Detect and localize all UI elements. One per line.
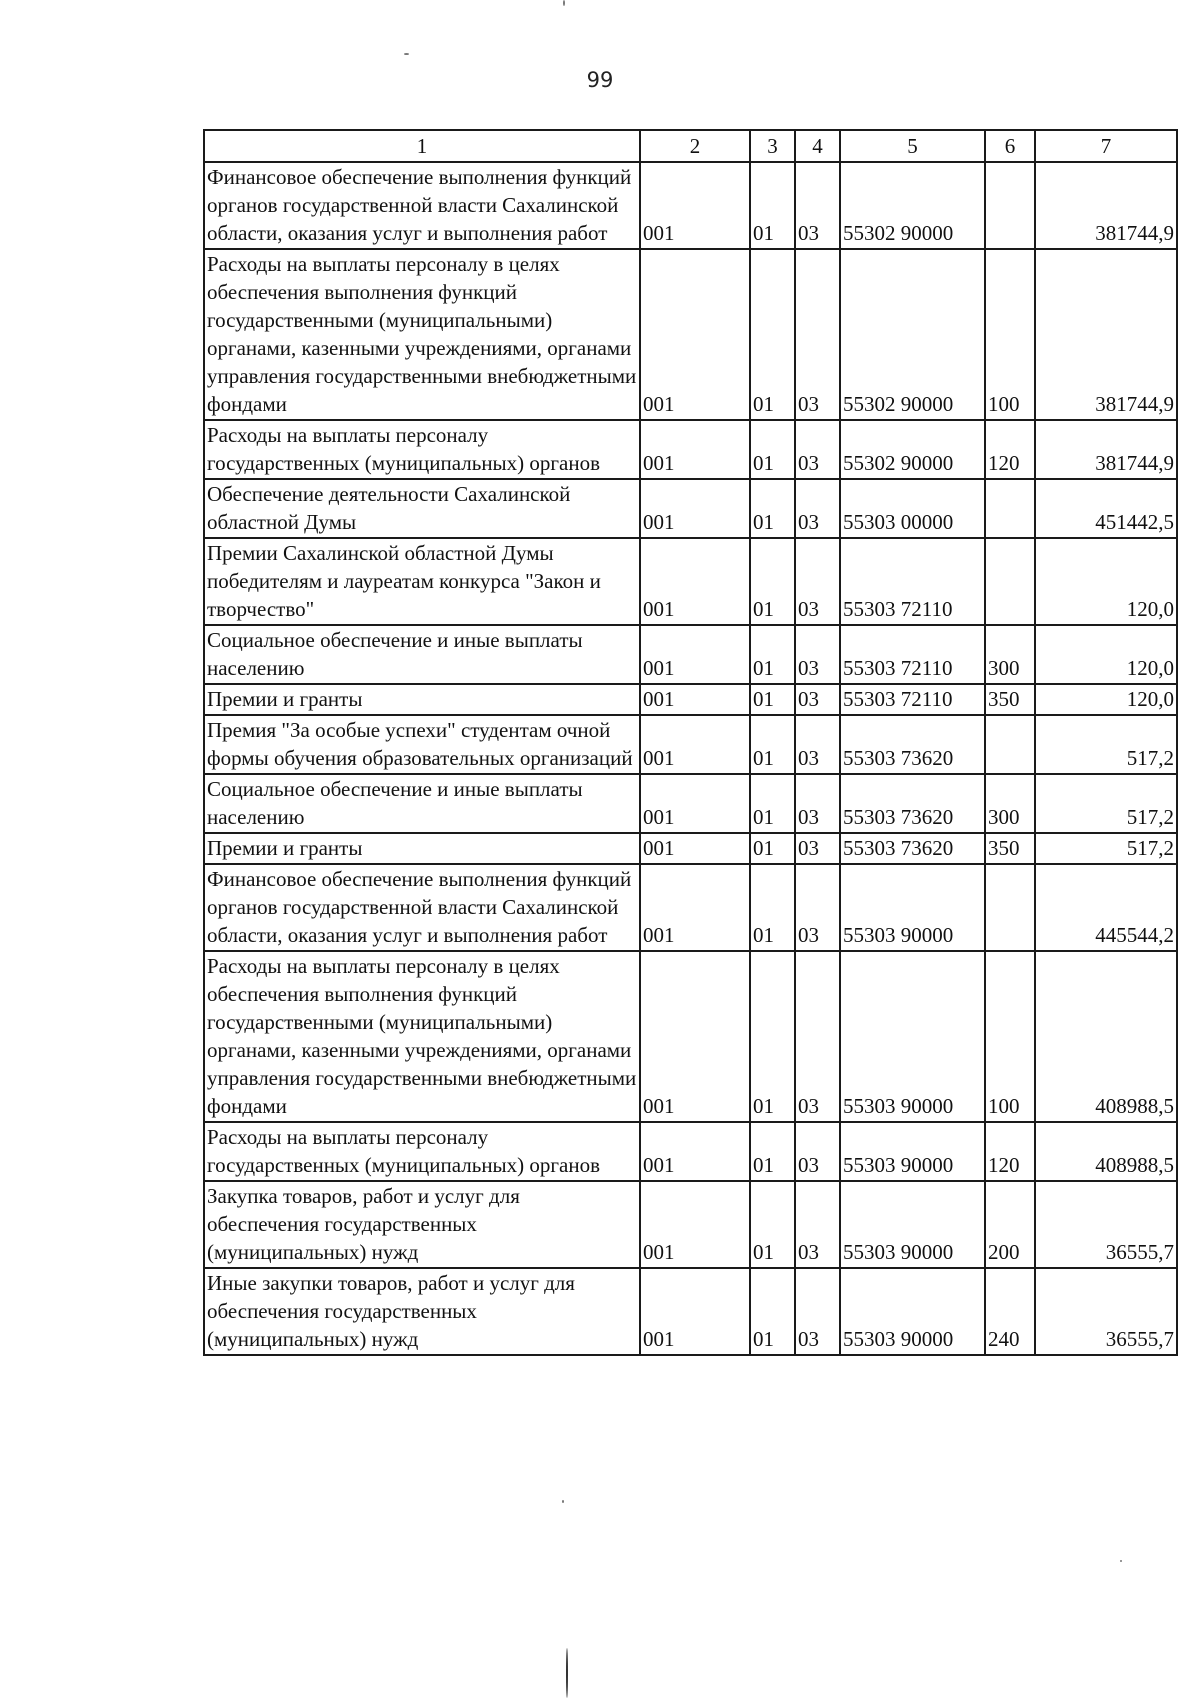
section-code: 01	[750, 1268, 795, 1355]
table-row	[204, 625, 1177, 684]
subsection-code: 03	[795, 1268, 840, 1355]
section-code: 01	[750, 774, 795, 833]
header-cell-4: 4	[795, 130, 840, 162]
ministry-code: 001	[640, 162, 750, 249]
expense-type-code	[985, 864, 1035, 951]
table-row	[204, 1181, 1177, 1268]
section-code: 01	[750, 684, 795, 715]
target-article-code: 55303 73620	[840, 774, 985, 833]
subsection-code: 03	[795, 684, 840, 715]
amount: 381744,9	[1035, 162, 1177, 249]
amount: 517,2	[1035, 715, 1177, 774]
ministry-code: 001	[640, 715, 750, 774]
target-article-code: 55302 90000	[840, 162, 985, 249]
page-number: 99	[586, 68, 614, 92]
expense-type-code: 350	[985, 684, 1035, 715]
ministry-code: 001	[640, 951, 750, 1122]
expense-name: Финансовое обеспечение выполнения функций органов государственной власти Сахалинской области, оказания услуг и выполнения работ	[204, 162, 640, 249]
section-code: 01	[750, 249, 795, 420]
table-row	[204, 951, 1177, 1122]
target-article-code: 55302 90000	[840, 249, 985, 420]
header-cell-2: 2	[640, 130, 750, 162]
expense-type-code	[985, 538, 1035, 625]
amount: 381744,9	[1035, 420, 1177, 479]
target-article-code: 55303 73620	[840, 715, 985, 774]
target-article-code: 55303 72110	[840, 538, 985, 625]
target-article-code: 55303 90000	[840, 1268, 985, 1355]
amount: 120,0	[1035, 684, 1177, 715]
expense-name: Финансовое обеспечение выполнения функций органов государственной власти Сахалинской области, оказания услуг и выполнения работ	[204, 864, 640, 951]
expense-type-code: 120	[985, 1122, 1035, 1181]
section-code: 01	[750, 420, 795, 479]
expense-name: Премии и гранты	[204, 833, 640, 864]
expense-name: Расходы на выплаты персоналу государственных (муниципальных) органов	[204, 1122, 640, 1181]
subsection-code: 03	[795, 162, 840, 249]
expense-type-code	[985, 715, 1035, 774]
section-code: 01	[750, 951, 795, 1122]
subsection-code: 03	[795, 864, 840, 951]
expense-name: Расходы на выплаты персоналу государственных (муниципальных) органов	[204, 420, 640, 479]
section-code: 01	[750, 1122, 795, 1181]
target-article-code: 55302 90000	[840, 420, 985, 479]
subsection-code: 03	[795, 538, 840, 625]
amount: 120,0	[1035, 538, 1177, 625]
header-cell-3: 3	[750, 130, 795, 162]
expense-name: Социальное обеспечение и иные выплаты населению	[204, 774, 640, 833]
subsection-code: 03	[795, 625, 840, 684]
table-row	[204, 249, 1177, 420]
target-article-code: 55303 72110	[840, 684, 985, 715]
amount: 408988,5	[1035, 1122, 1177, 1181]
ministry-code: 001	[640, 833, 750, 864]
section-code: 01	[750, 625, 795, 684]
section-code: 01	[750, 715, 795, 774]
table-row	[204, 420, 1177, 479]
section-code: 01	[750, 864, 795, 951]
expense-type-code	[985, 162, 1035, 249]
amount: 36555,7	[1035, 1181, 1177, 1268]
section-code: 01	[750, 538, 795, 625]
expense-name: Премия "За особые успехи" студентам очной формы обучения образовательных организаций	[204, 715, 640, 774]
target-article-code: 55303 90000	[840, 1122, 985, 1181]
target-article-code: 55303 90000	[840, 951, 985, 1122]
subsection-code: 03	[795, 479, 840, 538]
ministry-code: 001	[640, 420, 750, 479]
expense-name: Иные закупки товаров, работ и услуг для обеспечения государственных (муниципальных) нужд	[204, 1268, 640, 1355]
header-cell-5: 5	[840, 130, 985, 162]
target-article-code: 55303 90000	[840, 1181, 985, 1268]
table-row	[204, 162, 1177, 249]
expense-type-code: 300	[985, 774, 1035, 833]
table-row	[204, 833, 1177, 864]
table-row	[204, 715, 1177, 774]
scan-speck	[566, 1648, 568, 1698]
expense-type-code: 100	[985, 249, 1035, 420]
amount: 517,2	[1035, 833, 1177, 864]
expense-name: Расходы на выплаты персоналу в целях обеспечения выполнения функций государственными (муниципальными) органами, казенными учреждениями, органами управления государственными внебюджетными фондами	[204, 951, 640, 1122]
subsection-code: 03	[795, 715, 840, 774]
expense-name: Закупка товаров, работ и услуг для обеспечения государственных (муниципальных) нужд	[204, 1181, 640, 1268]
scan-speck	[563, 0, 565, 6]
header-cell-7: 7	[1035, 130, 1177, 162]
section-code: 01	[750, 1181, 795, 1268]
header-cell-6: 6	[985, 130, 1035, 162]
ministry-code: 001	[640, 774, 750, 833]
subsection-code: 03	[795, 1122, 840, 1181]
expense-name: Расходы на выплаты персоналу в целях обеспечения выполнения функций государственными (муниципальными) органами, казенными учреждениями, органами управления государственными внебюджетными фондами	[204, 249, 640, 420]
table-row	[204, 774, 1177, 833]
subsection-code: 03	[795, 1181, 840, 1268]
budget-table	[203, 129, 1178, 1356]
expense-name: Обеспечение деятельности Сахалинской областной Думы	[204, 479, 640, 538]
ministry-code: 001	[640, 538, 750, 625]
section-code: 01	[750, 833, 795, 864]
table-row	[204, 684, 1177, 715]
expense-type-code: 240	[985, 1268, 1035, 1355]
scan-speck	[562, 1500, 564, 1503]
ministry-code: 001	[640, 249, 750, 420]
amount: 381744,9	[1035, 249, 1177, 420]
expense-type-code: 200	[985, 1181, 1035, 1268]
header-cell-1: 1	[204, 130, 640, 162]
scan-speck	[404, 53, 409, 55]
expense-type-code: 120	[985, 420, 1035, 479]
target-article-code: 55303 73620	[840, 833, 985, 864]
ministry-code: 001	[640, 1268, 750, 1355]
table-row	[204, 1268, 1177, 1355]
target-article-code: 55303 90000	[840, 864, 985, 951]
table-row	[204, 1122, 1177, 1181]
subsection-code: 03	[795, 774, 840, 833]
ministry-code: 001	[640, 1122, 750, 1181]
header-row	[204, 130, 1177, 162]
subsection-code: 03	[795, 249, 840, 420]
expense-name: Социальное обеспечение и иные выплаты населению	[204, 625, 640, 684]
amount: 408988,5	[1035, 951, 1177, 1122]
table-row	[204, 538, 1177, 625]
table-row	[204, 479, 1177, 538]
amount: 36555,7	[1035, 1268, 1177, 1355]
expense-type-code	[985, 479, 1035, 538]
expense-type-code: 100	[985, 951, 1035, 1122]
subsection-code: 03	[795, 951, 840, 1122]
ministry-code: 001	[640, 864, 750, 951]
subsection-code: 03	[795, 833, 840, 864]
target-article-code: 55303 72110	[840, 625, 985, 684]
expense-name: Премии и гранты	[204, 684, 640, 715]
section-code: 01	[750, 162, 795, 249]
scan-speck	[1120, 1560, 1122, 1562]
ministry-code: 001	[640, 684, 750, 715]
ministry-code: 001	[640, 1181, 750, 1268]
expense-type-code: 300	[985, 625, 1035, 684]
target-article-code: 55303 00000	[840, 479, 985, 538]
expense-name: Премии Сахалинской областной Думы победителям и лауреатам конкурса "Закон и творчество"	[204, 538, 640, 625]
amount: 445544,2	[1035, 864, 1177, 951]
expense-type-code: 350	[985, 833, 1035, 864]
amount: 517,2	[1035, 774, 1177, 833]
amount: 451442,5	[1035, 479, 1177, 538]
ministry-code: 001	[640, 625, 750, 684]
section-code: 01	[750, 479, 795, 538]
table-row	[204, 864, 1177, 951]
ministry-code: 001	[640, 479, 750, 538]
amount: 120,0	[1035, 625, 1177, 684]
subsection-code: 03	[795, 420, 840, 479]
